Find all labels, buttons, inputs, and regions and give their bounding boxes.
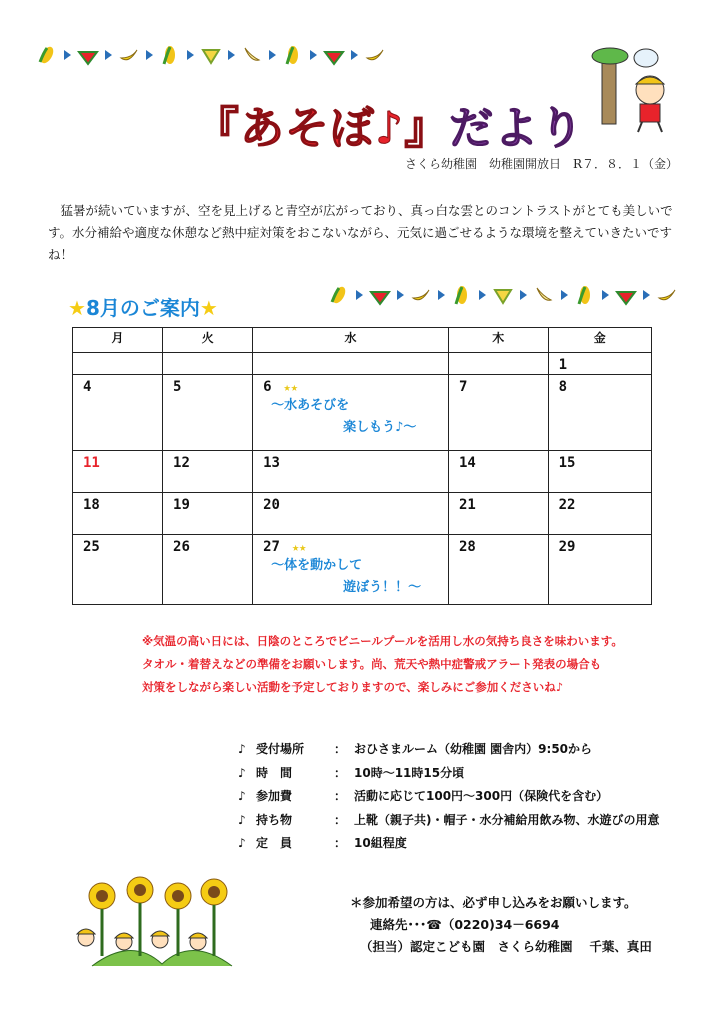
info-value: 活動に応じて100円～300円（保険代を含む） <box>354 789 609 803</box>
melon-icon <box>492 284 514 306</box>
child-with-net-illustration <box>588 44 688 134</box>
event-line: ～体を動かして <box>271 558 363 573</box>
newsletter-title <box>195 92 584 156</box>
triangle-icon <box>397 290 404 300</box>
star-icon: ★ <box>199 296 218 320</box>
banana-icon <box>410 284 432 306</box>
calendar-day <box>163 353 253 375</box>
calendar-day: 8 <box>548 375 651 451</box>
calendar-day: 26 <box>163 535 253 605</box>
watermelon-icon <box>77 44 99 66</box>
header-fri: 金 <box>548 328 651 353</box>
star-icon: ★ <box>68 296 86 320</box>
info-separator: ： <box>334 765 347 780</box>
triangle-icon <box>64 50 71 60</box>
notice-line: ※気温の高い日には、日陰のところでビニールプールを活用し水の気持ち良さを味わいます。 <box>142 634 623 648</box>
calendar-day: 5 <box>163 375 253 451</box>
calendar-day: 15 <box>548 451 651 493</box>
triangle-icon <box>479 290 486 300</box>
contact-line: ＊参加希望の方は、必ず申し込みをお願いします。 <box>350 895 637 910</box>
calendar-week <box>73 375 652 451</box>
title-main: 『あそぼ♪』 <box>195 103 450 154</box>
triangle-icon <box>146 50 153 60</box>
triangle-icon <box>269 50 276 60</box>
event-note <box>263 395 448 439</box>
info-value: 10時～11時15分頃 <box>354 765 465 780</box>
contact-block <box>350 892 652 958</box>
calendar-week <box>73 451 652 493</box>
fruit-border-middle <box>328 284 678 306</box>
calendar-day-holiday: 11 <box>73 451 163 493</box>
title-sub: だより <box>449 103 585 154</box>
calendar-day: 29 <box>548 535 651 605</box>
triangle-icon <box>438 290 445 300</box>
triangle-icon <box>228 50 235 60</box>
day-number: 6 <box>263 379 272 395</box>
info-label: 時 間 <box>256 765 293 780</box>
calendar-day: 14 <box>448 451 548 493</box>
header-wed: 水 <box>253 328 449 353</box>
calendar-day: 19 <box>163 493 253 535</box>
section-title <box>68 292 218 321</box>
calendar-day: 7 <box>448 375 548 451</box>
corn-icon <box>574 284 596 306</box>
music-note-icon: ♪ <box>238 789 246 803</box>
header-tue: 火 <box>163 328 253 353</box>
corn-icon <box>159 44 181 66</box>
section-title-text: 8月のご案内 <box>85 296 200 320</box>
info-row <box>238 809 660 833</box>
banana-icon <box>118 44 140 66</box>
intro-paragraph: 猛暑が続いていますが、空を見上げると青空が広がっており、真っ白な雲とのコントラストがとても美しいです。水分補給や適度な休憩など熱中症対策をおこないながら、元気に過ごせるような環境を整えていきたいですね！ <box>48 203 673 262</box>
triangle-icon <box>187 50 194 60</box>
notice-line: 対策をしながら楽しい活動を予定しておりますので、楽しみにご参加くださいね♪ <box>142 680 564 694</box>
calendar-day <box>73 353 163 375</box>
triangle-icon <box>356 290 363 300</box>
calendar-day-event <box>253 375 449 451</box>
event-stars: ★★ <box>291 540 307 554</box>
triangle-icon <box>351 50 358 60</box>
triangle-icon <box>561 290 568 300</box>
header-mon: 月 <box>73 328 163 353</box>
corn-icon <box>328 284 350 306</box>
music-note-icon: ♪ <box>238 765 246 780</box>
info-value: 10組程度 <box>354 836 407 850</box>
triangle-icon <box>310 50 317 60</box>
music-note-icon: ♪ <box>238 812 246 827</box>
event-line: ～水あそびを <box>271 398 350 413</box>
triangle-icon <box>105 50 112 60</box>
event-info-list <box>238 738 660 856</box>
calendar-week <box>73 493 652 535</box>
watermelon-icon <box>323 44 345 66</box>
triangle-icon <box>520 290 527 300</box>
banana-icon <box>241 44 263 66</box>
calendar-day-event <box>253 535 449 605</box>
sunflower-kids-illustration <box>72 876 242 971</box>
calendar-day: 13 <box>253 451 449 493</box>
info-row <box>238 785 660 809</box>
melon-icon <box>200 44 222 66</box>
calendar-day <box>253 353 449 375</box>
music-note-icon: ♪ <box>238 742 246 756</box>
calendar-day: 12 <box>163 451 253 493</box>
info-label: 参加費 <box>256 789 293 803</box>
banana-icon <box>364 44 386 66</box>
event-line: 遊ぼう！！～ <box>343 580 422 595</box>
banana-icon <box>533 284 555 306</box>
calendar-day: 20 <box>253 493 449 535</box>
event-stars: ★★ <box>283 380 298 394</box>
banana-icon <box>656 284 678 306</box>
notice-line: タオル・着替えなどの準備をお願いします。尚、荒天や熱中症警戒アラート発表の場合も <box>142 657 602 671</box>
info-row <box>238 738 660 762</box>
calendar-week <box>73 535 652 605</box>
subtitle: さくら幼稚園 幼稚園開放日 R７．８．１（金） <box>404 157 678 171</box>
fruit-border-top <box>36 44 386 66</box>
calendar-header-row <box>73 328 652 353</box>
info-value: 上靴（親子共)・帽子・水分補給用飲み物、水遊びの用意 <box>354 812 660 827</box>
triangle-icon <box>602 290 609 300</box>
music-note-icon: ♪ <box>238 836 246 850</box>
calendar-day: 18 <box>73 493 163 535</box>
corn-icon <box>36 44 58 66</box>
heat-notice <box>142 630 623 699</box>
august-calendar <box>72 327 652 605</box>
info-label: 持ち物 <box>256 812 293 827</box>
info-row <box>238 762 660 786</box>
calendar-week <box>73 353 652 375</box>
calendar-day: 28 <box>448 535 548 605</box>
day-number: 27 <box>263 539 280 555</box>
calendar-day: 22 <box>548 493 651 535</box>
corn-icon <box>282 44 304 66</box>
info-row <box>238 832 660 856</box>
event-note <box>263 555 448 599</box>
info-separator: ： <box>334 742 347 756</box>
contact-phone: 連絡先･･･☎（0220)34－6694 <box>370 917 560 932</box>
info-separator: ： <box>334 812 347 827</box>
info-value: おひさまルーム（幼稚園 園舎内）9:50から <box>354 742 593 756</box>
calendar-day: 25 <box>73 535 163 605</box>
calendar-day <box>448 353 548 375</box>
info-label: 受付場所 <box>256 742 305 756</box>
header-thu: 木 <box>448 328 548 353</box>
corn-icon <box>451 284 473 306</box>
watermelon-icon <box>369 284 391 306</box>
watermelon-icon <box>615 284 637 306</box>
calendar-day: 21 <box>448 493 548 535</box>
calendar-day: 1 <box>548 353 651 375</box>
calendar-day: 4 <box>73 375 163 451</box>
event-line: 楽しもう♪～ <box>343 420 417 435</box>
info-label: 定 員 <box>256 836 293 850</box>
triangle-icon <box>643 290 650 300</box>
contact-person: （担当）認定こども園 さくら幼稚園 千葉、真田 <box>360 939 652 954</box>
info-separator: ： <box>334 789 347 803</box>
info-separator: ： <box>334 836 347 850</box>
